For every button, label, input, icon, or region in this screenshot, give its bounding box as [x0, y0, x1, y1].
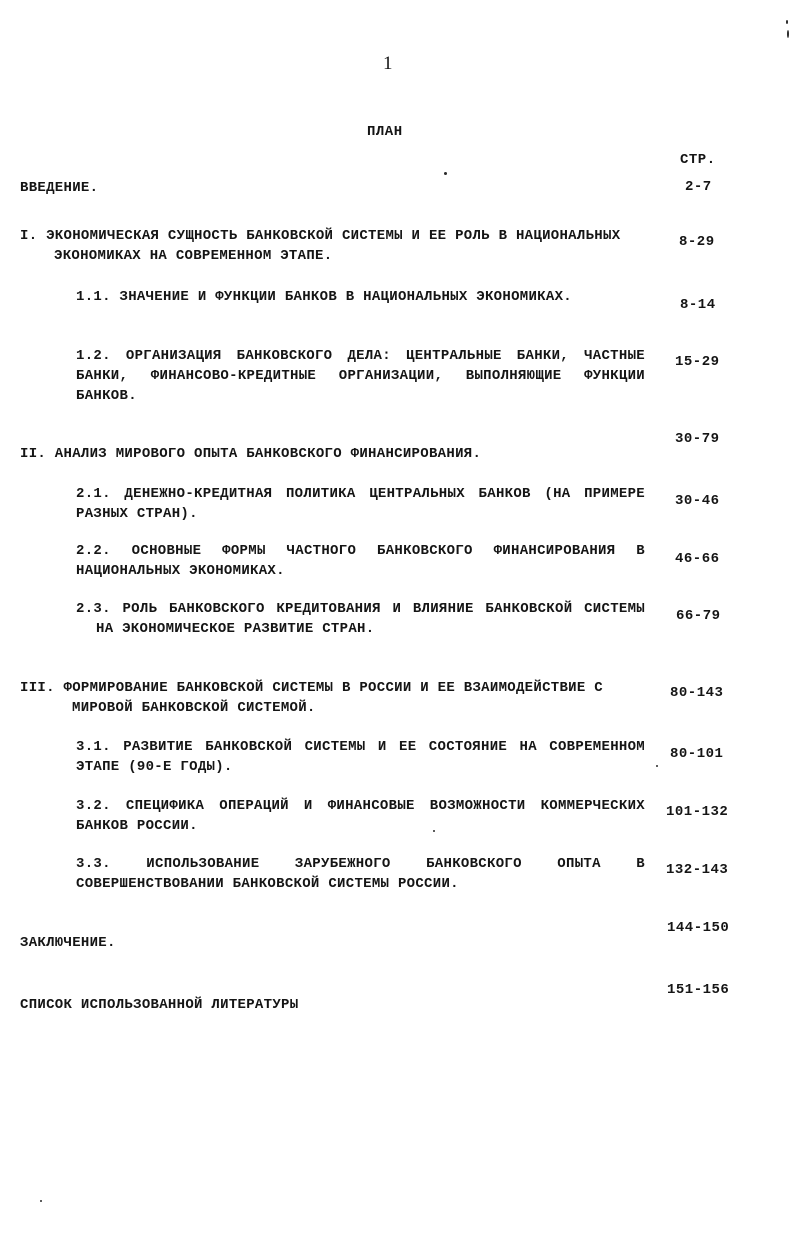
toc-entry-text: ВВЕДЕНИЕ. [20, 180, 99, 196]
toc-entry-text: 2.1. ДЕНЕЖНО-КРЕДИТНАЯ ПОЛИТИКА ЦЕНТРАЛЬНЫХ БАНКОВ (НА ПРИМЕРЕ РАЗНЫХ СТРАН). [76, 486, 645, 522]
scan-speck [787, 30, 789, 38]
toc-page-range: 8-29 [679, 234, 715, 250]
toc-entry-chapter-1 [20, 226, 650, 266]
toc-entry-section-2-1 [76, 484, 645, 524]
toc-entry-text: 3.2. СПЕЦИФИКА ОПЕРАЦИЙ И ФИНАНСОВЫЕ ВОЗМОЖНОСТИ КОММЕРЧЕСКИХ БАНКОВ РОССИИ. [76, 798, 645, 834]
toc-entry-section-1-1 [76, 287, 645, 307]
page-column-header: СТР. [680, 152, 716, 168]
toc-page-range: 46-66 [675, 551, 720, 567]
toc-page-range: 30-46 [675, 493, 720, 509]
toc-entry-text: 3.1. РАЗВИТИЕ БАНКОВСКОЙ СИСТЕМЫ И ЕЕ СОСТОЯНИЕ НА СОВРЕМЕННОМ ЭТАПЕ (90-Е ГОДЫ). [76, 739, 645, 775]
toc-page-range: 144-150 [667, 920, 730, 936]
toc-entry-conclusion [20, 933, 620, 953]
toc-page-range: 151-156 [667, 982, 730, 998]
toc-page-range: 66-79 [676, 608, 721, 624]
page-number: 1 [383, 53, 393, 74]
scan-speck [433, 830, 435, 832]
toc-entry-text: III. ФОРМИРОВАНИЕ БАНКОВСКОЙ СИСТЕМЫ В РОССИИ И ЕЕ ВЗАИМОДЕЙСТВИЕ С МИРОВОЙ БАНКОВСКОЙ СИСТЕМОЙ. [20, 680, 603, 716]
toc-page-range: 8-14 [680, 297, 716, 313]
scan-speck [656, 765, 658, 767]
toc-entry-introduction [20, 178, 620, 198]
toc-page-range: 101-132 [666, 804, 729, 820]
toc-entry-text: I. ЭКОНОМИЧЕСКАЯ СУЩНОСТЬ БАНКОВСКОЙ СИСТЕМЫ И ЕЕ РОЛЬ В НАЦИОНАЛЬНЫХ ЭКОНОМИКАХ НА СОВРЕМЕННОМ ЭТАПЕ. [20, 228, 621, 264]
toc-page-range: 132-143 [666, 862, 729, 878]
toc-page-range: 2-7 [685, 179, 712, 195]
toc-entry-section-2-2 [76, 541, 645, 581]
toc-page-range: 30-79 [675, 431, 720, 447]
toc-entry-section-2-3 [76, 599, 645, 639]
toc-entry-section-1-2 [76, 346, 645, 406]
toc-entry-section-3-1 [76, 737, 645, 777]
scan-speck [786, 20, 788, 24]
page-title: ПЛАН [367, 124, 403, 140]
toc-page-range: 15-29 [675, 354, 720, 370]
toc-entry-chapter-3 [20, 678, 650, 718]
scan-speck [40, 1200, 42, 1202]
toc-entry-text: 1.2. ОРГАНИЗАЦИЯ БАНКОВСКОГО ДЕЛА: ЦЕНТРАЛЬНЫЕ БАНКИ, ЧАСТНЫЕ БАНКИ, ФИНАНСОВО-КРЕДИТНЫЕ ОРГАНИЗАЦИИ, ВЫПОЛНЯЮЩИЕ ФУНКЦИИ БАНКОВ. [76, 348, 645, 404]
toc-entry-text: 2.3. РОЛЬ БАНКОВСКОГО КРЕДИТОВАНИЯ И ВЛИЯНИЕ БАНКОВСКОЙ СИСТЕМЫ НА ЭКОНОМИЧЕСКОЕ РАЗВИТИЕ СТРАН. [76, 601, 645, 637]
toc-entry-text: 3.3. ИСПОЛЬЗОВАНИЕ ЗАРУБЕЖНОГО БАНКОВСКОГО ОПЫТА В СОВЕРШЕНСТВОВАНИИ БАНКОВСКОЙ СИСТЕМЫ РОССИИ. [76, 856, 645, 892]
toc-entry-text: 1.1. ЗНАЧЕНИЕ И ФУНКЦИИ БАНКОВ В НАЦИОНАЛЬНЫХ ЭКОНОМИКАХ. [76, 289, 572, 305]
scan-speck [444, 172, 447, 175]
toc-entry-text: II. АНАЛИЗ МИРОВОГО ОПЫТА БАНКОВСКОГО ФИНАНСИРОВАНИЯ. [20, 446, 482, 462]
toc-entry-text: ЗАКЛЮЧЕНИЕ. [20, 935, 116, 951]
toc-entry-text: 2.2. ОСНОВНЫЕ ФОРМЫ ЧАСТНОГО БАНКОВСКОГО ФИНАНСИРОВАНИЯ В НАЦИОНАЛЬНЫХ ЭКОНОМИКАХ. [76, 543, 645, 579]
toc-page-range: 80-101 [670, 746, 724, 762]
toc-entry-section-3-2 [76, 796, 645, 836]
toc-entry-section-3-3 [76, 854, 645, 894]
toc-entry-literature [20, 995, 620, 1015]
toc-entry-chapter-2 [20, 444, 650, 464]
toc-page-range: 80-143 [670, 685, 724, 701]
toc-entry-text: СПИСОК ИСПОЛЬЗОВАННОЙ ЛИТЕРАТУРЫ [20, 997, 299, 1013]
